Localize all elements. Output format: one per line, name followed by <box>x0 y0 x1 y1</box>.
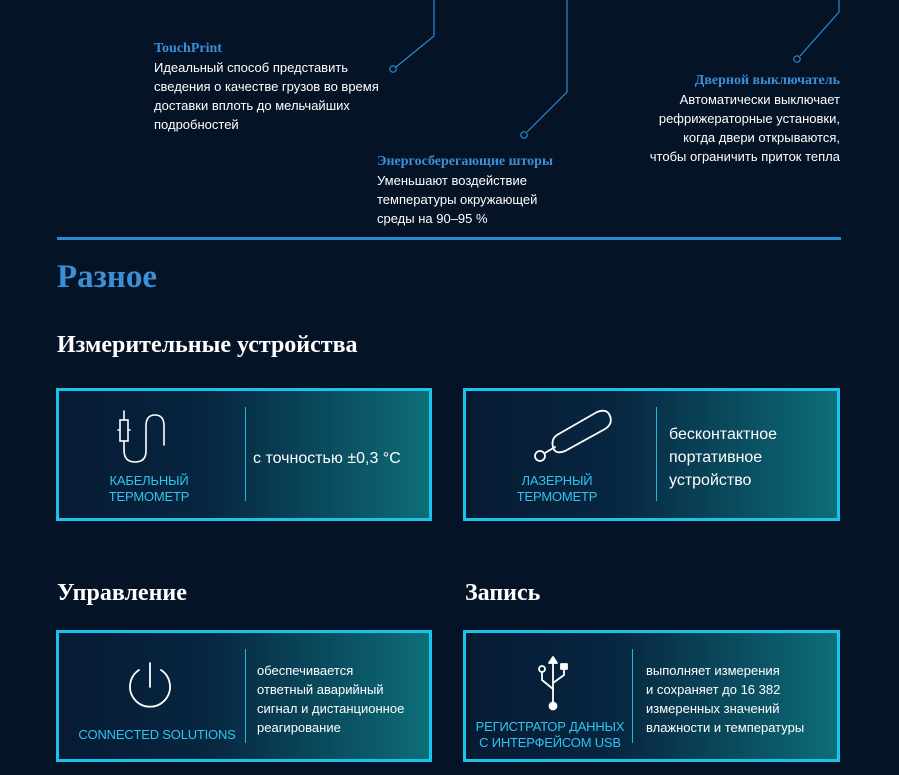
recording-title: Запись <box>465 580 541 606</box>
section-divider <box>57 237 841 240</box>
laser-thermometer-icon <box>529 405 619 465</box>
cable-thermometer-icon <box>117 409 177 465</box>
card-caption: CONNECTED SOLUTIONS <box>78 727 236 742</box>
measuring-title: Измерительные устройства <box>57 332 358 358</box>
power-icon <box>122 659 178 715</box>
feature-description: Автоматически выключает рефрижераторные установки, когда двери открываются, чтобы ограничить приток тепла <box>649 92 840 164</box>
card-description: обеспечивается ответный аварийный сигнал и дистанционное реагирование <box>257 663 405 735</box>
card-cable-thermometer <box>56 388 432 521</box>
usb-icon <box>536 653 570 713</box>
feature-description: Уменьшают воздействие температуры окружающей среды на 90–95 % <box>377 173 538 226</box>
card-caption: КАБЕЛЬНЫЙ ТЕРМОМЕТР <box>108 473 190 504</box>
card-description: с точностью ±0,3 °C <box>253 450 401 467</box>
feature-description: Идеальный способ представить сведения о качестве грузов во время доставки вплоть до мельчайших подробностей <box>154 60 379 132</box>
card-separator <box>632 649 633 743</box>
card-separator <box>245 649 246 743</box>
section-title: Разное <box>57 259 158 295</box>
card-description: бесконтактное портативное устройство <box>669 426 777 489</box>
control-title: Управление <box>57 580 187 606</box>
feature-energy-curtains <box>377 152 553 228</box>
card-usb-data-logger <box>463 630 840 762</box>
feature-door-switch <box>650 71 840 166</box>
card-caption: ЛАЗЕРНЫЙ ТЕРМОМЕТР <box>516 473 598 504</box>
feature-title: Энергосберегающие шторы <box>377 154 553 169</box>
feature-touchprint <box>154 39 379 134</box>
feature-title: TouchPrint <box>154 41 222 56</box>
card-separator <box>656 407 657 501</box>
card-laser-thermometer <box>463 388 840 521</box>
card-separator <box>245 407 246 501</box>
card-caption: РЕГИСТРАТОР ДАННЫХ С ИНТЕРФЕЙСОМ USB <box>475 719 625 750</box>
feature-title: Дверной выключатель <box>694 73 840 88</box>
card-connected-solutions <box>56 630 432 762</box>
card-description: выполняет измерения и сохраняет до 16 382 измеренных значений влажности и температуры <box>646 663 805 735</box>
